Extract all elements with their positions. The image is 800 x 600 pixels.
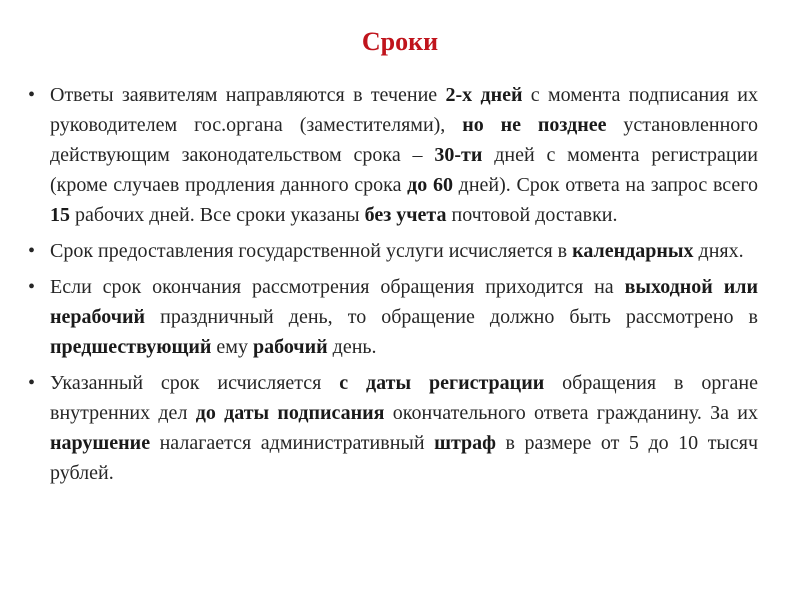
- bullet-text-bold: штраф: [434, 432, 496, 454]
- bullet-dot-icon: •: [28, 84, 36, 106]
- bullet-text-bold: до даты подписания: [195, 402, 385, 424]
- bullet-text: установленного действующим законодательством срока –: [50, 114, 758, 166]
- bullet-dot-icon: •: [28, 240, 36, 262]
- slide-title: Сроки: [361, 27, 439, 56]
- bullet-text-bold: рабочий: [252, 336, 328, 358]
- bullet-text-bold: нарушение: [50, 432, 151, 454]
- bullet-text-bold: календарных: [572, 240, 694, 262]
- bullet-text-bold: 2-х дней: [445, 84, 523, 106]
- bullet-text-bold: с даты регистрации: [339, 372, 545, 394]
- bullet-text: налагается административный: [150, 432, 435, 454]
- bullet-list: [28, 80, 758, 494]
- bullet-item: [28, 236, 758, 266]
- bullet-text: с момента подписания их руководителем гос.органа (заместителями),: [50, 84, 759, 136]
- bullet-text-bold: до 60: [407, 174, 453, 196]
- bullet-text: Указанный срок исчисляется: [50, 372, 340, 394]
- bullet-text: рабочих дней. Все сроки указаны: [70, 204, 365, 226]
- bullet-text: Ответы заявителям направляются в течение: [50, 84, 446, 106]
- bullet-text: ему: [211, 336, 253, 358]
- bullet-dot-icon: •: [28, 372, 36, 394]
- bullet-text: почтовой доставки.: [446, 204, 618, 226]
- bullet-text-bold: 15: [50, 204, 70, 226]
- bullet-text-bold: выходной или нерабочий: [50, 276, 758, 328]
- bullet-item: [28, 368, 758, 488]
- bullet-text: Срок предоставления государственной услуги исчисляется в: [50, 240, 573, 262]
- bullet-text-bold: без учета: [364, 204, 447, 226]
- bullet-item: [28, 80, 758, 230]
- bullet-text: дней). Срок ответа на запрос всего: [452, 174, 759, 196]
- bullet-text: окончательного ответа гражданину. За их: [384, 402, 758, 424]
- bullet-text: Если срок окончания рассмотрения обращения приходится на: [50, 276, 625, 298]
- bullet-text-bold: 30-ти: [434, 144, 483, 166]
- bullet-dot-icon: •: [28, 276, 36, 298]
- bullet-text: дней с момента регистрации (кроме случаев продления данного срока: [50, 144, 759, 196]
- bullet-text: в размере от 5 до 10 тысяч рублей.: [50, 432, 759, 484]
- bullet-text: день.: [327, 336, 377, 358]
- bullet-item: [28, 272, 758, 362]
- bullet-text-bold: предшествующий: [50, 336, 212, 358]
- bullet-text-bold: но не позднее: [462, 114, 607, 136]
- bullet-text: праздничный день, то обращение должно быть рассмотрено в: [145, 306, 758, 328]
- bullet-text: обращения в органе внутренних дел: [50, 372, 758, 424]
- bullet-text: днях.: [693, 240, 744, 262]
